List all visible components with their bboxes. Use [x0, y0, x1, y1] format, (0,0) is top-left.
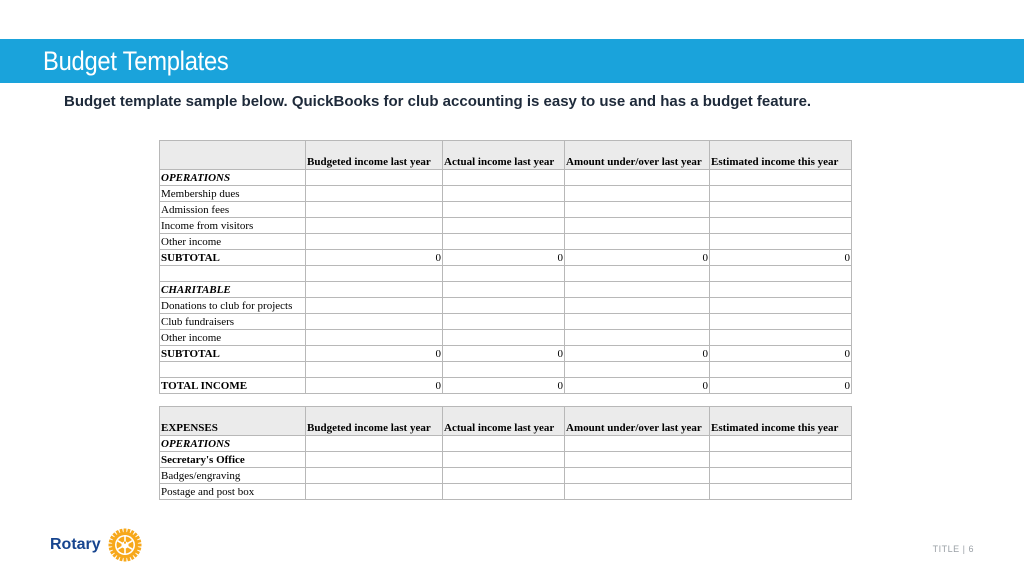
row-label: Donations to club for projects — [160, 298, 306, 314]
table-row — [160, 378, 852, 394]
income-budget-table — [159, 140, 852, 394]
value-cell — [443, 362, 565, 378]
value-cell — [710, 234, 852, 250]
row-label: Badges/engraving — [160, 468, 306, 484]
column-header: Actual income last year — [443, 407, 565, 436]
value-cell — [443, 298, 565, 314]
column-header: Actual income last year — [443, 141, 565, 170]
row-label: Secretary's Office — [160, 452, 306, 468]
value-cell: 0 — [710, 250, 852, 266]
table-row — [160, 266, 852, 282]
slide-title: Budget Templates — [43, 46, 229, 76]
value-cell: 0 — [565, 378, 710, 394]
value-cell — [443, 468, 565, 484]
row-label: SUBTOTAL — [160, 346, 306, 362]
table-row — [160, 362, 852, 378]
value-cell — [443, 202, 565, 218]
value-cell: 0 — [443, 346, 565, 362]
table-row — [160, 468, 852, 484]
value-cell — [710, 170, 852, 186]
row-label: Postage and post box — [160, 484, 306, 500]
value-cell — [306, 218, 443, 234]
value-cell — [710, 314, 852, 330]
value-cell — [443, 234, 565, 250]
value-cell — [306, 186, 443, 202]
value-cell — [710, 218, 852, 234]
value-cell: 0 — [306, 378, 443, 394]
header-cell: EXPENSES — [160, 407, 306, 436]
value-cell — [565, 314, 710, 330]
value-cell — [565, 186, 710, 202]
table-row — [160, 234, 852, 250]
column-header: Budgeted income last year — [306, 407, 443, 436]
row-label — [160, 362, 306, 378]
value-cell — [710, 298, 852, 314]
value-cell: 0 — [443, 378, 565, 394]
value-cell — [443, 218, 565, 234]
value-cell — [306, 484, 443, 500]
table-row — [160, 314, 852, 330]
column-header: Estimated income this year — [710, 141, 852, 170]
value-cell: 0 — [710, 378, 852, 394]
value-cell — [443, 330, 565, 346]
value-cell — [565, 436, 710, 452]
table-row — [160, 298, 852, 314]
value-cell — [306, 330, 443, 346]
column-header: Amount under/over last year — [565, 141, 710, 170]
value-cell — [443, 452, 565, 468]
value-cell — [710, 452, 852, 468]
row-label: OPERATIONS — [160, 170, 306, 186]
header-cell — [160, 141, 306, 170]
value-cell — [710, 282, 852, 298]
row-label: Other income — [160, 234, 306, 250]
table-row — [160, 170, 852, 186]
value-cell — [306, 266, 443, 282]
value-cell: 0 — [306, 250, 443, 266]
value-cell — [565, 202, 710, 218]
table-row — [160, 282, 852, 298]
value-cell — [443, 170, 565, 186]
value-cell — [710, 202, 852, 218]
value-cell — [306, 298, 443, 314]
value-cell — [565, 484, 710, 500]
row-label: OPERATIONS — [160, 436, 306, 452]
value-cell — [443, 484, 565, 500]
value-cell — [443, 186, 565, 202]
slide-subtitle: Budget template sample below. QuickBooks for club accounting is easy to use and has a budget feature. — [64, 93, 812, 110]
table-row — [160, 202, 852, 218]
value-cell — [443, 266, 565, 282]
value-cell — [306, 234, 443, 250]
table-row — [160, 250, 852, 266]
value-cell — [306, 202, 443, 218]
value-cell — [710, 330, 852, 346]
table-row — [160, 436, 852, 452]
rotary-wheel-icon — [107, 527, 143, 563]
logo-text: Rotary — [50, 536, 101, 553]
value-cell — [565, 218, 710, 234]
value-cell — [565, 468, 710, 484]
table-row — [160, 218, 852, 234]
table-header-row — [160, 141, 852, 170]
expenses-budget-table — [159, 406, 852, 500]
table-row — [160, 484, 852, 500]
value-cell — [565, 362, 710, 378]
row-label: Admission fees — [160, 202, 306, 218]
value-cell — [443, 314, 565, 330]
value-cell — [443, 282, 565, 298]
value-cell — [710, 266, 852, 282]
title-bar — [0, 39, 1024, 83]
table-header-row — [160, 407, 852, 436]
value-cell — [565, 266, 710, 282]
value-cell — [443, 436, 565, 452]
value-cell — [565, 452, 710, 468]
value-cell — [306, 314, 443, 330]
value-cell — [565, 282, 710, 298]
value-cell — [306, 170, 443, 186]
row-label: Membership dues — [160, 186, 306, 202]
row-label: Other income — [160, 330, 306, 346]
table-row — [160, 186, 852, 202]
row-label — [160, 266, 306, 282]
value-cell — [565, 330, 710, 346]
table-row — [160, 452, 852, 468]
column-header: Amount under/over last year — [565, 407, 710, 436]
value-cell — [306, 436, 443, 452]
value-cell — [565, 170, 710, 186]
value-cell — [306, 362, 443, 378]
column-header: Budgeted income last year — [306, 141, 443, 170]
value-cell — [565, 298, 710, 314]
table-row — [160, 330, 852, 346]
value-cell — [710, 362, 852, 378]
row-label: CHARITABLE — [160, 282, 306, 298]
row-label: Club fundraisers — [160, 314, 306, 330]
value-cell — [710, 186, 852, 202]
page-number-label: TITLE | 6 — [932, 544, 974, 554]
value-cell — [306, 468, 443, 484]
value-cell: 0 — [565, 250, 710, 266]
value-cell: 0 — [565, 346, 710, 362]
value-cell — [710, 436, 852, 452]
row-label: TOTAL INCOME — [160, 378, 306, 394]
value-cell: 0 — [710, 346, 852, 362]
row-label: SUBTOTAL — [160, 250, 306, 266]
value-cell — [710, 468, 852, 484]
value-cell — [306, 282, 443, 298]
value-cell: 0 — [443, 250, 565, 266]
value-cell — [710, 484, 852, 500]
value-cell — [306, 452, 443, 468]
rotary-logo — [50, 527, 143, 563]
value-cell — [565, 234, 710, 250]
value-cell: 0 — [306, 346, 443, 362]
row-label: Income from visitors — [160, 218, 306, 234]
table-row — [160, 346, 852, 362]
column-header: Estimated income this year — [710, 407, 852, 436]
